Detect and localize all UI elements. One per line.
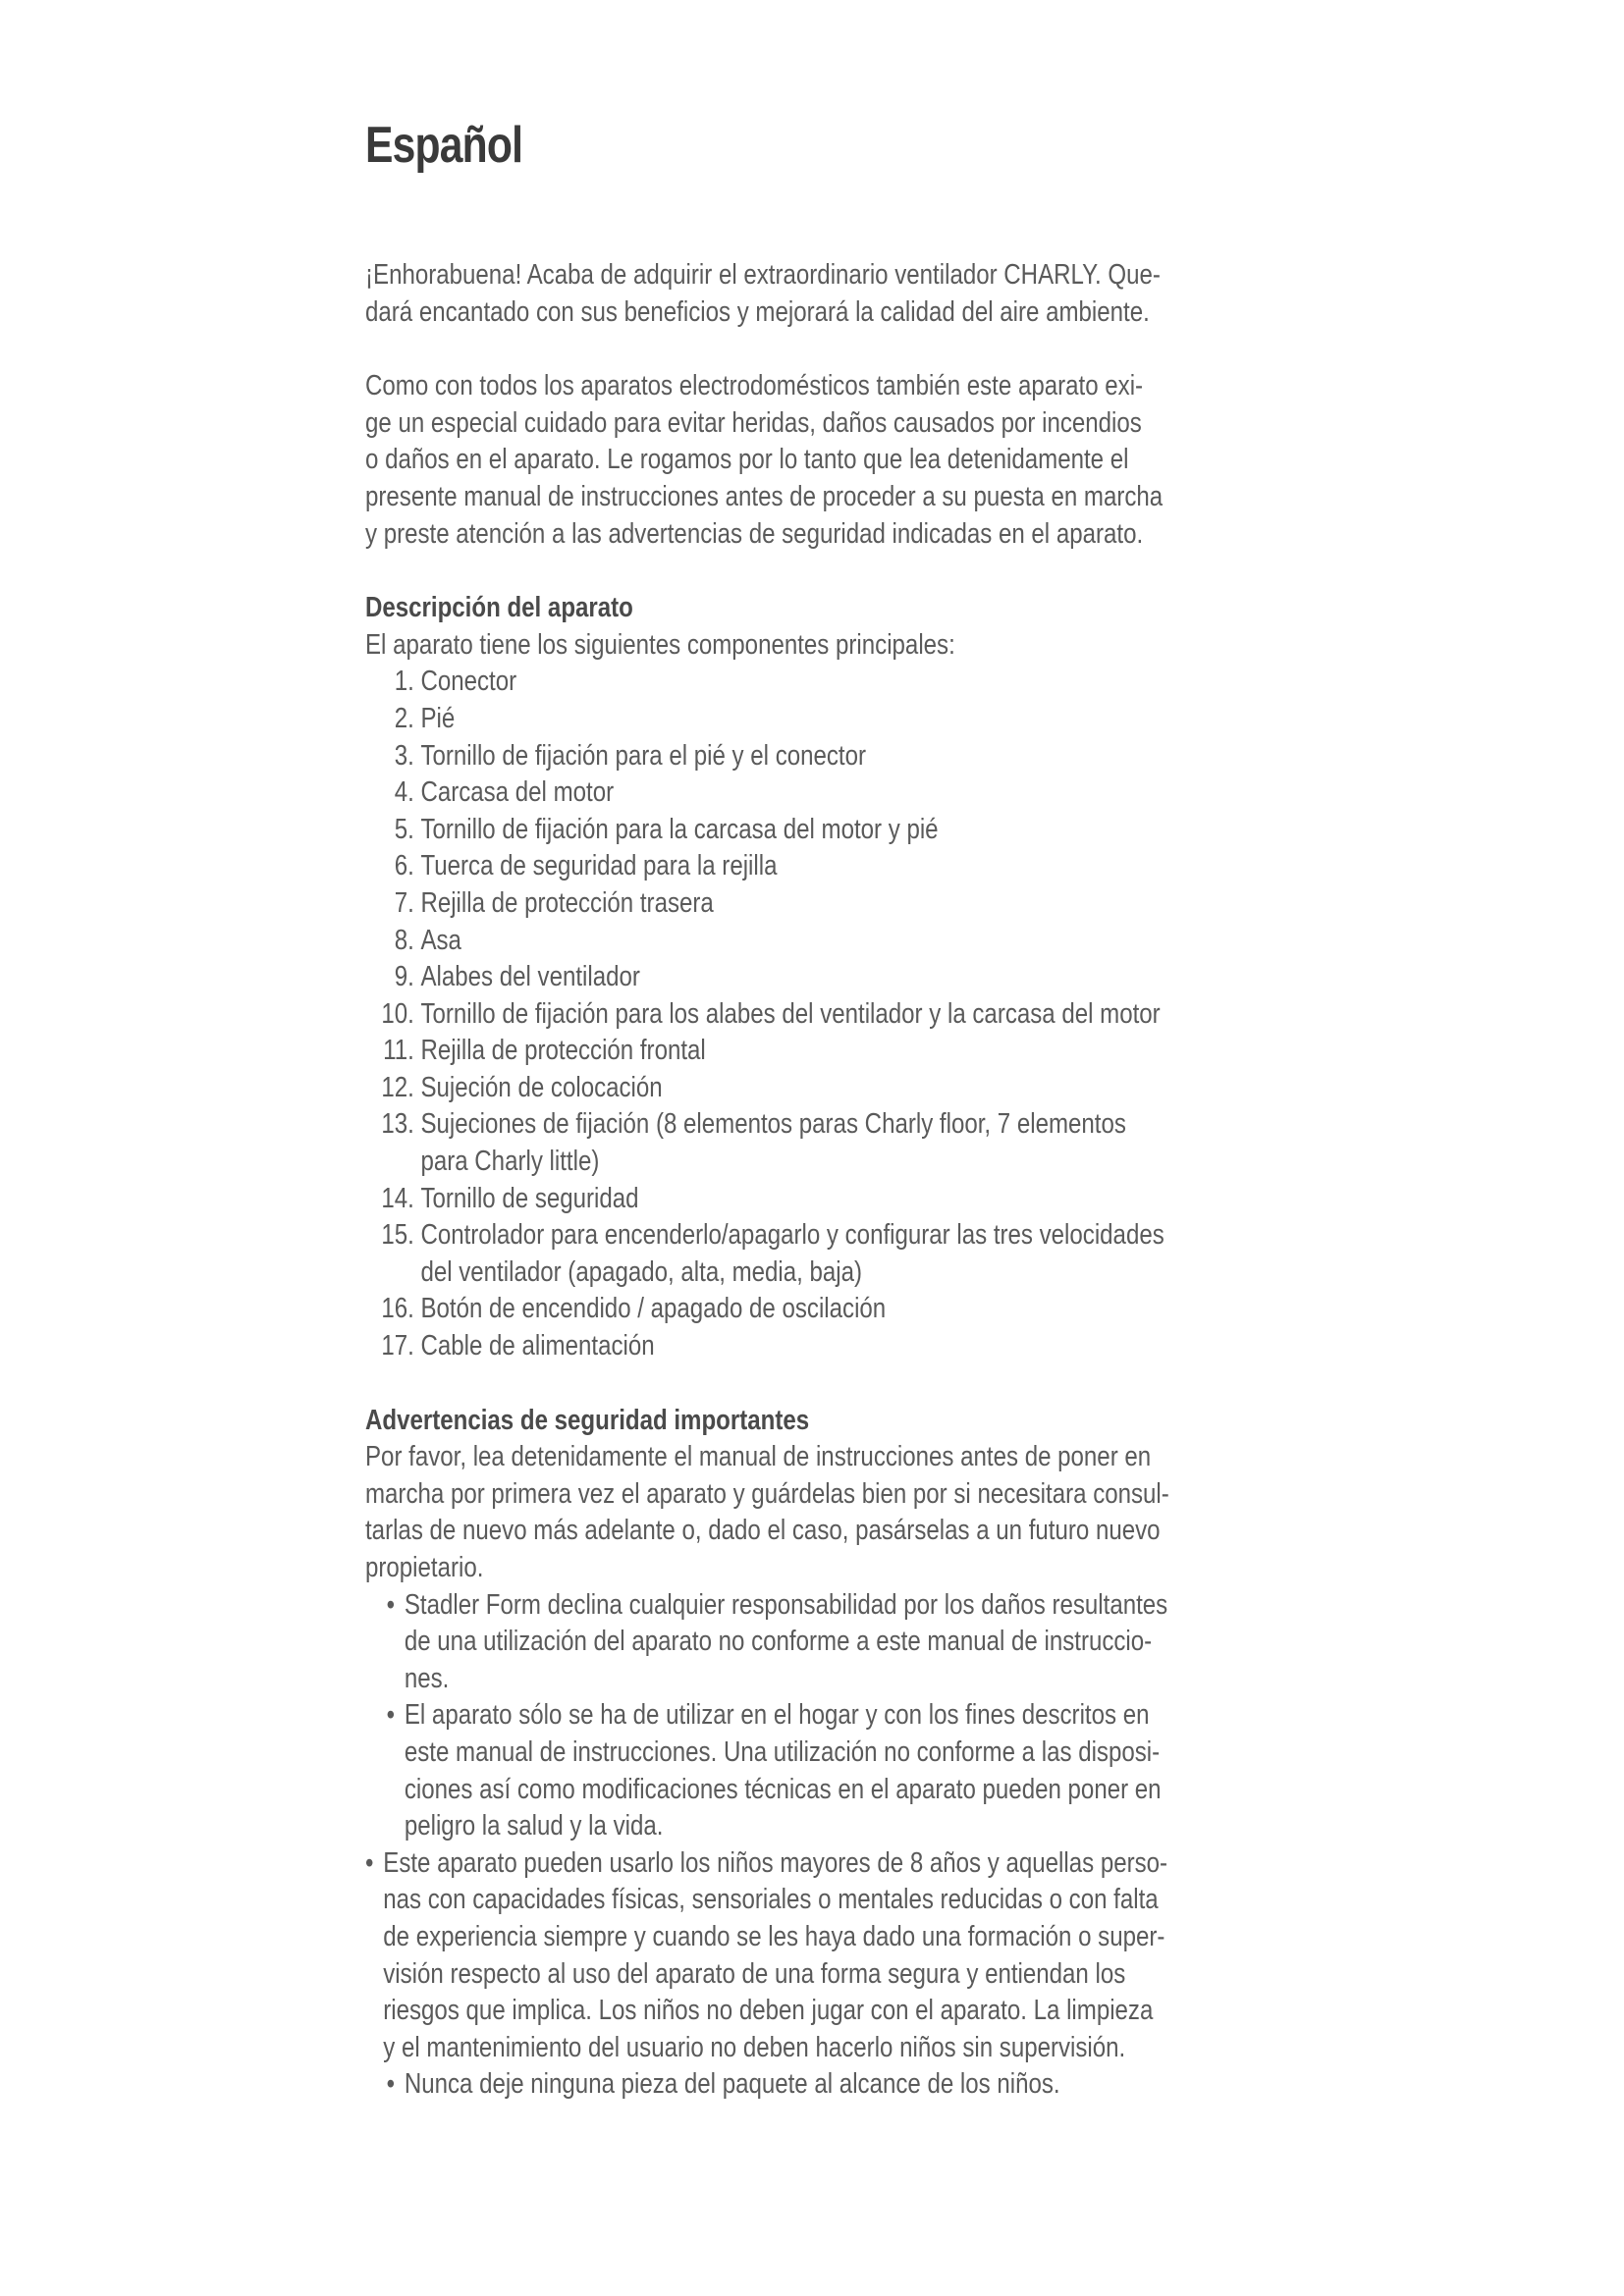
document-body xyxy=(365,257,1367,2104)
list-item: 14. Tornillo de seguridad xyxy=(381,1182,639,1214)
text-line: presente manual de instrucciones antes de proceder a su puesta en marcha xyxy=(365,480,1164,512)
section-heading-description: Descripción del aparato xyxy=(365,592,633,624)
care-paragraph xyxy=(365,368,1368,553)
text-line: ge un especial cuidado para evitar heridas, daños causados por incendios xyxy=(365,406,1142,439)
page-title: Español xyxy=(365,117,523,174)
list-item: 7. Rejilla de protección trasera xyxy=(394,886,714,919)
bullet-icon: • xyxy=(386,1588,396,1621)
list-item: 13. Sujeciones de fijación (8 elementos paras Charly floor, 7 elementos xyxy=(381,1108,1126,1141)
component-list xyxy=(365,664,1368,1364)
list-item: 15. Controlador para encenderlo/apagarlo y configurar las tres velocidades xyxy=(381,1219,1164,1252)
list-item: 6. Tuerca de seguridad para la rejilla xyxy=(394,850,778,882)
list-item: 9. Alabes del ventilador xyxy=(394,961,640,993)
text-line: Como con todos los aparatos electrodomésticos también este aparato exi- xyxy=(365,370,1144,402)
list-item: 16. Botón de encendido / apagado de oscilación xyxy=(381,1293,887,1325)
section-heading-warnings: Advertencias de seguridad importantes xyxy=(365,1404,810,1436)
list-item: 2. Pié xyxy=(394,702,456,734)
intro-paragraph xyxy=(365,257,1368,331)
bullet-icon: • xyxy=(386,1699,396,1732)
text-line: o daños en el aparato. Le rogamos por lo tanto que lea detenidamente el xyxy=(365,444,1129,476)
list-item-continuation: del ventilador (apagado, alta, media, baja) xyxy=(420,1255,863,1288)
list-item: • El aparato sólo se ha de utilizar en el hogar y con los fines descritos en este manual de instrucciones. Una utilización no conforme a las disposi- ciones así como modificaciones técnicas en el aparato pueden poner en peligro la salud y la vida. xyxy=(386,1699,1162,1842)
description-intro: El aparato tiene los siguientes componentes principales: xyxy=(365,628,955,661)
warnings-intro: Por favor, lea detenidamente el manual de instrucciones antes de poner en marcha por primera vez el aparato y guárdelas bien por si necesitara consul- tarlas de nuevo más adelante o, dado el caso, pasárselas a un futuro nuevo propietario. xyxy=(365,1441,1169,1583)
list-item: • Stadler Form declina cualquier responsabilidad por los daños resultantes de una utilización del aparato no conforme a este manual de instruccio- nes. xyxy=(386,1588,1168,1694)
list-item: 12. Sujeción de colocación xyxy=(381,1071,663,1103)
text-line: y preste atención a las advertencias de seguridad indicadas en el aparato. xyxy=(365,517,1144,550)
bullet-icon: • xyxy=(386,2068,396,2101)
list-item: • Este aparato pueden usarlo los niños mayores de 8 años y aquellas perso- nas con capacidades físicas, sensoriales o mentales reducidas o con falta de experiencia siempre y cuando se les haya dado una formación o super- visión respecto al uso del aparato de una forma segura y entiendan los riesgos que implica. Los niños no deben jugar con el aparato. La limpieza y el mantenimiento del usuario no deben hacerlo niños sin supervisión. xyxy=(365,1846,1168,2063)
list-item: 5. Tornillo de fijación para la carcasa del motor y pié xyxy=(394,813,939,845)
list-item: 4. Carcasa del motor xyxy=(394,776,615,809)
text-line: dará encantado con sus beneficios y mejorará la calidad del aire ambiente. xyxy=(365,295,1150,328)
list-item-continuation: para Charly little) xyxy=(420,1146,600,1178)
list-item: 8. Asa xyxy=(394,924,461,956)
text-line: ¡Enhorabuena! Acaba de adquirir el extraordinario ventilador CHARLY. Que- xyxy=(365,259,1161,291)
list-item: • Nunca deje ninguna pieza del paquete al alcance de los niños. xyxy=(385,2066,1368,2104)
list-item: 11. Rejilla de protección frontal xyxy=(383,1035,706,1067)
list-item: 17. Cable de alimentación xyxy=(381,1330,655,1362)
list-item: 3. Tornillo de fijación para el pié y el conector xyxy=(394,739,867,772)
list-item: 1. Conector xyxy=(394,666,517,698)
warnings-list xyxy=(365,1587,1368,2104)
bullet-icon: • xyxy=(365,1846,374,1879)
list-item: 10. Tornillo de fijación para los alabes del ventilador y la carcasa del motor xyxy=(381,997,1161,1030)
